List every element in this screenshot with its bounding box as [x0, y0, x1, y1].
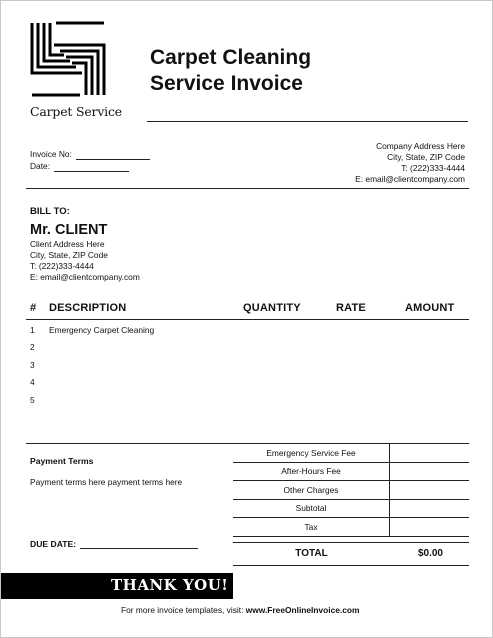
total-value: $0.00: [417, 548, 443, 559]
fee-row: After-Hours Fee: [233, 463, 469, 482]
totals-table: [233, 444, 469, 566]
date-field[interactable]: [54, 163, 129, 172]
subtotal-row: Subtotal: [233, 500, 469, 519]
thank-you-text: THANK YOU!: [111, 576, 229, 594]
col-header-description: DESCRIPTION: [49, 302, 127, 314]
grand-total-row: [233, 542, 469, 566]
col-header-rate: RATE: [336, 302, 366, 314]
table-row: 1 Emergency Carpet Cleaning: [30, 325, 155, 335]
due-date: DUE DATE:: [30, 539, 198, 549]
client-address: Client Address Here City, State, ZIP Code T: (222)333-4444 E: email@clientcompany.com: [30, 239, 140, 282]
total-label: TOTAL: [295, 548, 328, 559]
col-header-quantity: QUANTITY: [243, 302, 301, 314]
invoice-no-field[interactable]: [76, 151, 150, 160]
fee-row: Emergency Service Fee: [233, 444, 469, 463]
col-header-number: #: [30, 302, 37, 314]
table-header-divider: [26, 319, 469, 320]
tax-row: Tax: [233, 518, 469, 537]
due-date-field[interactable]: [80, 540, 198, 549]
header-divider: [26, 188, 469, 189]
company-address: Company Address Here City, State, ZIP Code T: (222)333-4444 E: email@clientcompany.com: [355, 141, 465, 184]
payment-terms-label: Payment Terms: [30, 456, 94, 466]
payment-terms-text: Payment terms here payment terms here: [30, 477, 183, 487]
date-label: Date:: [30, 161, 51, 171]
footer-note: For more invoice templates, visit: www.FreeOnlineInvoice.com: [121, 605, 360, 615]
fee-row: Other Charges: [233, 481, 469, 500]
invoice-title: Carpet Cleaning Service Invoice: [150, 46, 312, 95]
bill-to-label: BILL TO:: [30, 206, 70, 217]
footer-link[interactable]: www.FreeOnlineInvoice.com: [245, 605, 360, 615]
table-row: 4: [30, 377, 35, 387]
carpet-logo-icon: [30, 21, 106, 97]
table-row: 2: [30, 342, 35, 352]
col-header-amount: AMOUNT: [405, 302, 455, 314]
table-row: 3: [30, 360, 35, 370]
invoice-meta: [30, 148, 150, 172]
title-divider: [147, 121, 468, 122]
logo-wordmark: Carpet Service: [30, 104, 122, 119]
invoice-no-label: Invoice No:: [30, 149, 72, 159]
table-row: 5: [30, 395, 35, 405]
client-name: Mr. CLIENT: [30, 222, 108, 238]
